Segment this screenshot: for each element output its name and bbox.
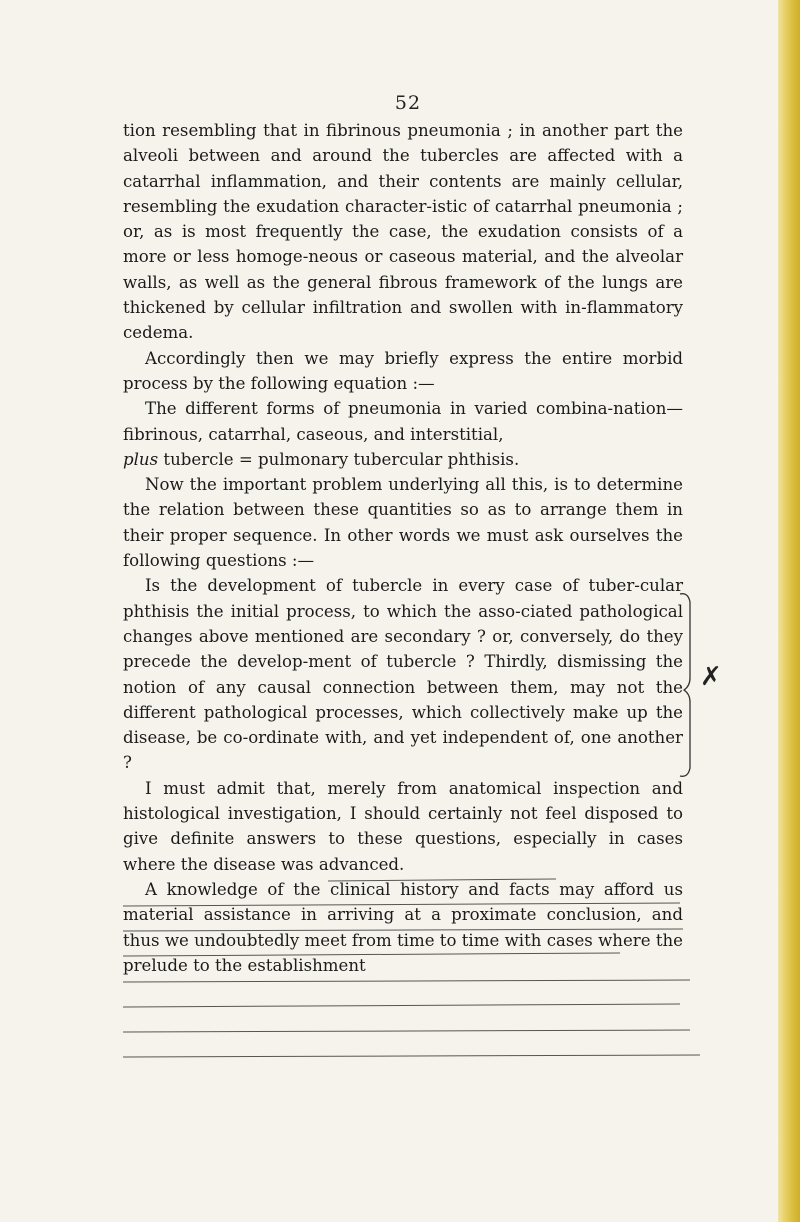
paragraph-2: Accordingly then we may briefly express the entire morbid process by the following equation :— [123,348,683,393]
paragraph-1: tion resembling that in fibrinous pneumonia ; in another part the alveoli between and around the tubercles are affected with a catarrhal inflammation, and their contents are mainly cellular, resembling the exudation character-istic of catarrhal pneumonia ; or, as is most frequently the case, the exudation consists of a more or less homoge-neous or caseous material, and the alveolar walls, as well as the general fibrous framework of the lungs are thickened by cellular infiltration and swollen with in-flammatory cedema. [123,121,683,343]
margin-bracket-icon [678,590,694,780]
paragraph-4 [123,447,683,472]
paragraph-7: I must admit that, merely from anatomical inspection and histological investigation, I should certainly not feel disposed to give definite answers to these questions, especially in cases where the disease was advanced. [123,778,683,874]
paragraph-6: Is the development of tubercle in every case of tuber-cular phthisis the initial process, to which the asso-ciated pathological changes above mentioned are secondary ? or, conversely, do they precede the develop-ment of tubercle ? Thirdly, dismissing the notion of any causal connection between them, may not the different pathological processes, which collectively make up the disease, be co-ordinate with, and yet independent of, one another ? [123,576,683,773]
body-text [123,118,683,978]
paragraph-4-text: tubercle = pulmonary tubercular phthisis. [158,449,520,469]
paragraph-3: The different forms of pneumonia in varied combina-nation—fibrinous, catarrhal, caseous, and interstitial, [123,399,683,444]
margin-cross-mark: ✗ [700,662,722,692]
page-edge [778,0,800,1222]
page-number: 52 [394,92,422,114]
paragraph-5: Now the important problem underlying all this, is to determine the relation between these quantities so as to arrange them in their proper sequence. In other words we must ask ourselves the following questions :— [123,475,683,571]
italic-plus: plus [123,449,159,469]
paragraph-8: A knowledge of the clinical history and facts may afford us material assistance in arriving at a proximate conclusion, and thus we undoubtedly meet from time to time with cases where the prelude to the establishment [123,879,683,975]
